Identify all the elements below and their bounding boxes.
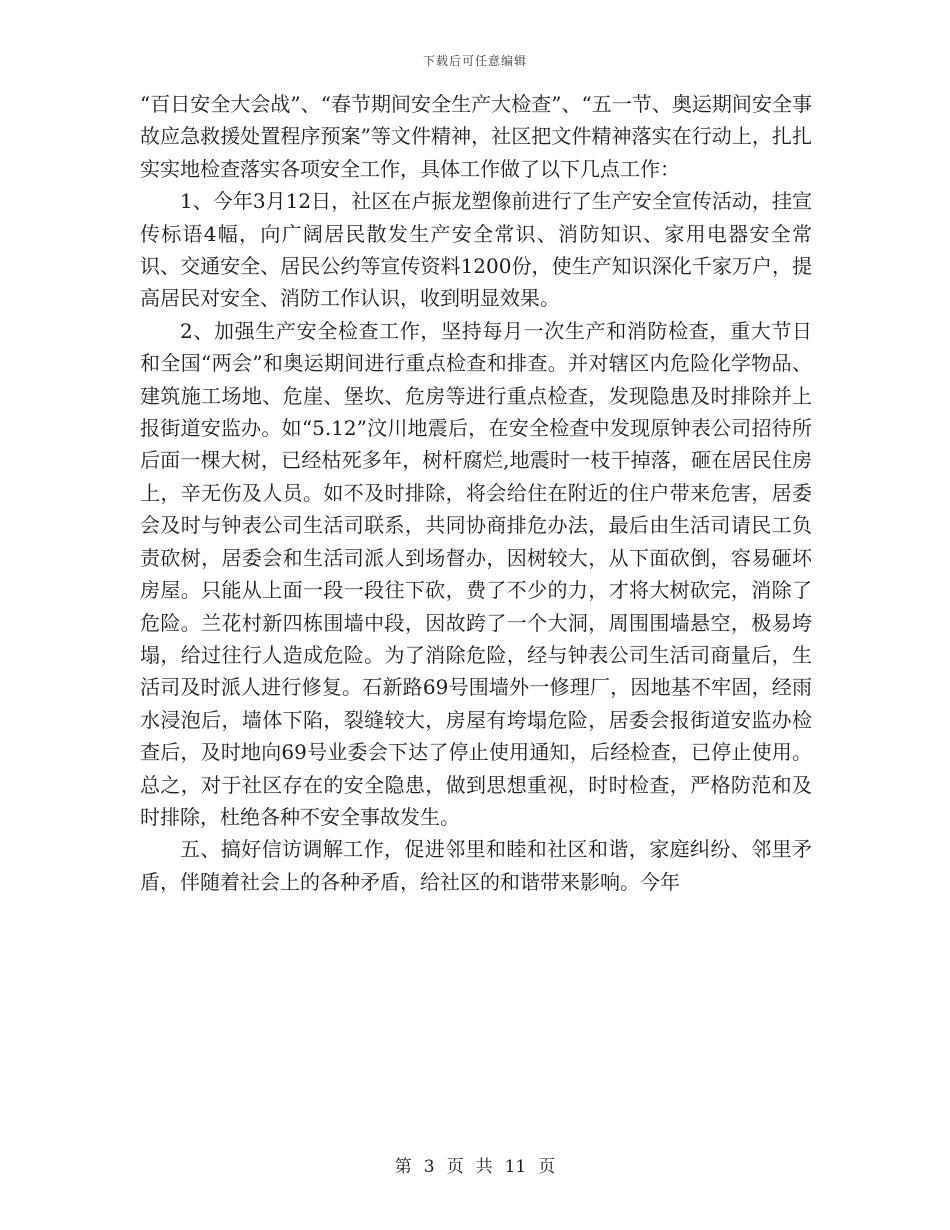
paragraph-item-2: 2、加强生产安全检查工作，坚持每月一次生产和消防检查，重大节日和全国“两会”和奥运期间进行重点检查和排查。并对辖区内危险化学物品、建筑施工场地、危崖、堡坎、危房等进行重点检查，发现隐患及时排除并上报街道安监办。如“5.12”汶川地震后，在安全检查中发现原钟表公司招待所后面一棵大树，已经枯死多年，树杆腐烂,地震时一枝干掉落，砸在居民住房上，辛无伤及人员。如不及时排除，将会给住在附近的住户带来危害，居委会及时与钟表公司生活司联系，共同协商排危办法，最后由生活司请民工负责砍树，居委会和生活司派人到场督办，因树较大，从下面砍倒，容易砸坏房屋。只能从上面一段一段往下砍，费了不少的力，才将大树砍完，消除了危险。兰花村新四栋围墙中段，因故跨了一个大洞，周围围墙悬空，极易垮塌，给过往行人造成危险。为了消除危险，经与钟表公司生活司商量后，生活司及时派人进行修复。石新路69号围墙外一修理厂，因地基不牢固，经雨水浸泡后，墙体下陷，裂缝较大，房屋有垮塌危险，居委会报街道安监办检查后，及时地向69号业委会下达了停止使用通知，后经检查，已停止使用。总之，对于社区存在的安全隐患，做到思想重视，时时检查，严格防范和及时排除，杜绝各种不安全事故发生。 [140, 318, 812, 829]
footer-ye-end: 页 [538, 1157, 556, 1177]
footer-ye: 页 [446, 1157, 464, 1177]
page-header: 下载后可任意编辑 [422, 54, 527, 68]
footer-page-number: 3 [423, 1157, 435, 1177]
footer-di: 第 [394, 1157, 412, 1177]
paragraph-section-5: 五、搞好信访调解工作，促进邻里和睦和社区和谐，家庭纠纷、邻里矛盾，伴随着社会上的各种矛盾，给社区的和谐带来影响。今年 [140, 837, 812, 894]
footer-total-pages: 11 [504, 1157, 527, 1177]
document-body [140, 88, 812, 898]
paragraph-item-1: 1、今年3月12日，社区在卢振龙塑像前进行了生产安全宣传活动，挂宣传标语4幅，向广阔居民散发生产安全常识、消防知识、家用电器安全常识、交通安全、居民公约等宣传资料1200份，使生产知识深化千家万户，提高居民对安全、消防工作认识，收到明显效果。 [140, 189, 812, 311]
footer-gong: 共 [475, 1157, 493, 1177]
page-footer [0, 1152, 950, 1177]
paragraph-intro: “百日安全大会战”、“春节期间安全生产大检查”、“五一节、奥运期间安全事故应急救援处置程序预案”等文件精神，社区把文件精神落实在行动上，扎扎实实地检查落实各项安全工作，具体工作做了以下几点工作： [140, 92, 812, 181]
